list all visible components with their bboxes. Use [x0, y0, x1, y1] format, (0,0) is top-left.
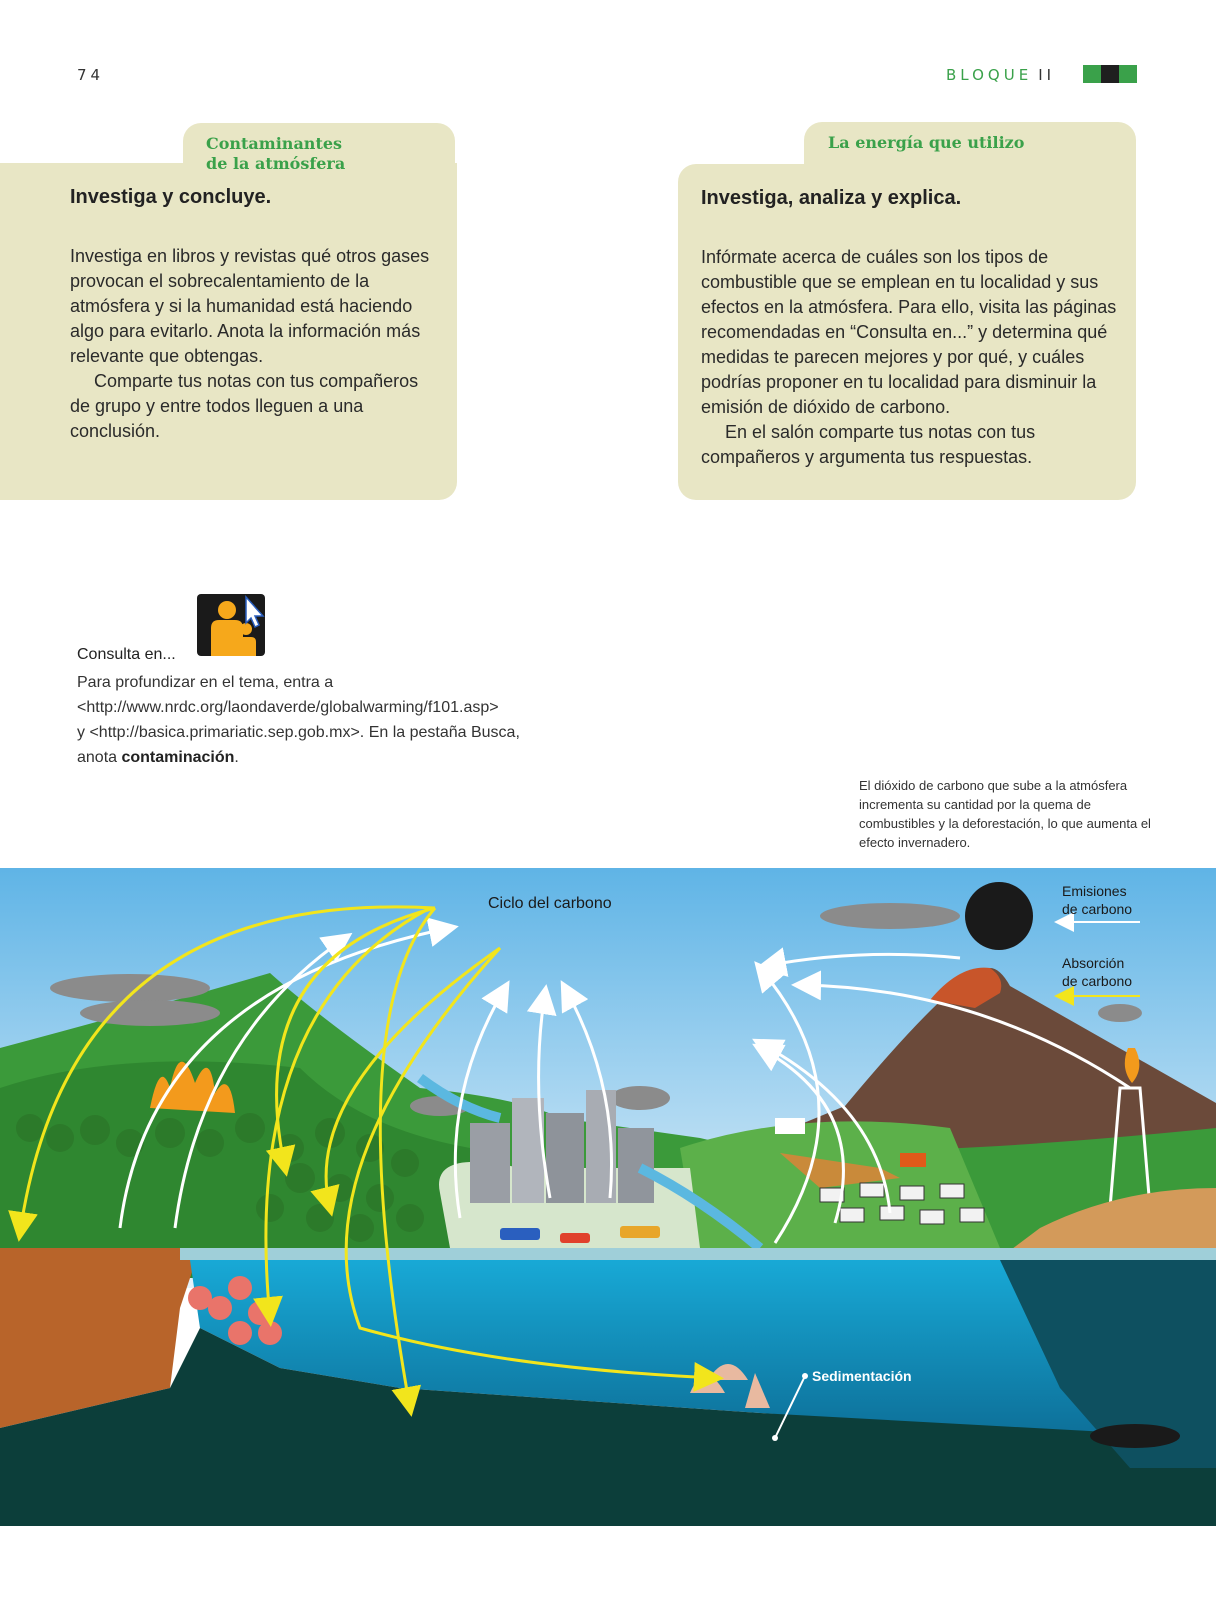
legend-emissions-line-1: Emisiones — [1062, 883, 1127, 899]
diagram-caption: El dióxido de carbono que sube a la atmósfera incrementa su cantidad por la quema de combustibles y la deforestación, lo que aumenta el efecto invernadero. — [859, 778, 1151, 850]
left-box-paragraph-2: Comparte tus notas con tus compañeros de grupo y entre todos lleguen a una conclusión. — [70, 371, 419, 441]
user-web-icon — [197, 594, 265, 656]
block-mark-green-2 — [1119, 65, 1137, 83]
left-box-body — [70, 244, 440, 444]
legend-emissions-line-2: de carbono — [1062, 901, 1133, 917]
block-color-marks — [1083, 65, 1137, 83]
consulta-keyword: contaminación — [121, 749, 235, 766]
diagram-title: Ciclo del carbono — [488, 895, 612, 912]
right-box-body — [701, 245, 1121, 470]
block-number: II — [1038, 66, 1056, 84]
consulta-line-4-post: . — [234, 749, 239, 766]
dark-sun — [965, 882, 1033, 950]
left-box-paragraph-1: Investiga en libros y revistas qué otros gases provocan el sobrecalentamiento de la atmósfera y si la humanidad está haciendo algo para evitarlo. Anota la información más relevante que obtengas. — [70, 246, 430, 366]
consulta-line-4 — [77, 745, 597, 770]
left-box-tab-title: Contaminantes de la atmósfera — [206, 134, 346, 173]
left-box-heading: Investiga y concluye. — [70, 186, 272, 208]
consulta-title: Consulta en... — [77, 646, 176, 663]
consulta-line-3[interactable]: y <http://basica.primariatic.sep.gob.mx>. En la pestaña Busca, — [77, 724, 520, 741]
carbon-cycle-svg — [0, 868, 1216, 1526]
consulta-line-4-pre: anota — [77, 749, 122, 766]
carbon-cycle-illustration — [0, 868, 1216, 1526]
right-box-heading: Investiga, analiza y explica. — [701, 187, 962, 209]
page-number: 74 — [77, 66, 105, 84]
legend-absorption-line-1: Absorción — [1062, 955, 1125, 971]
right-box-tab-title: La energía que utilizo — [828, 133, 1025, 152]
right-box-paragraph-1: Infórmate acerca de cuáles son los tipos de combustible que se emplean en tu localidad y sus efectos en la atmósfera. Para ello, visita las páginas recomendadas en “Consulta en...” y determina qué medidas te parecen mejores y por qué, y cuáles podrías proponer en tu localidad para disminuir la emisión de dióxido de carbono. — [701, 247, 1117, 417]
consulta-body — [77, 670, 597, 770]
block-label — [946, 66, 1055, 84]
sedimentation-label: Sedimentación — [812, 1368, 912, 1384]
legend-absorption-line-2: de carbono — [1062, 973, 1133, 989]
consulta-link-1[interactable]: <http://www.nrdc.org/laondaverde/globalwarming/f101.asp> — [77, 699, 499, 716]
block-word: BLOQUE — [946, 66, 1033, 84]
block-mark-green — [1083, 65, 1101, 83]
right-box-paragraph-2: En el salón comparte tus notas con tus compañeros y argumenta tus respuestas. — [701, 422, 1036, 467]
block-mark-black — [1101, 65, 1119, 83]
consulta-line-1: Para profundizar en el tema, entra a — [77, 674, 334, 691]
